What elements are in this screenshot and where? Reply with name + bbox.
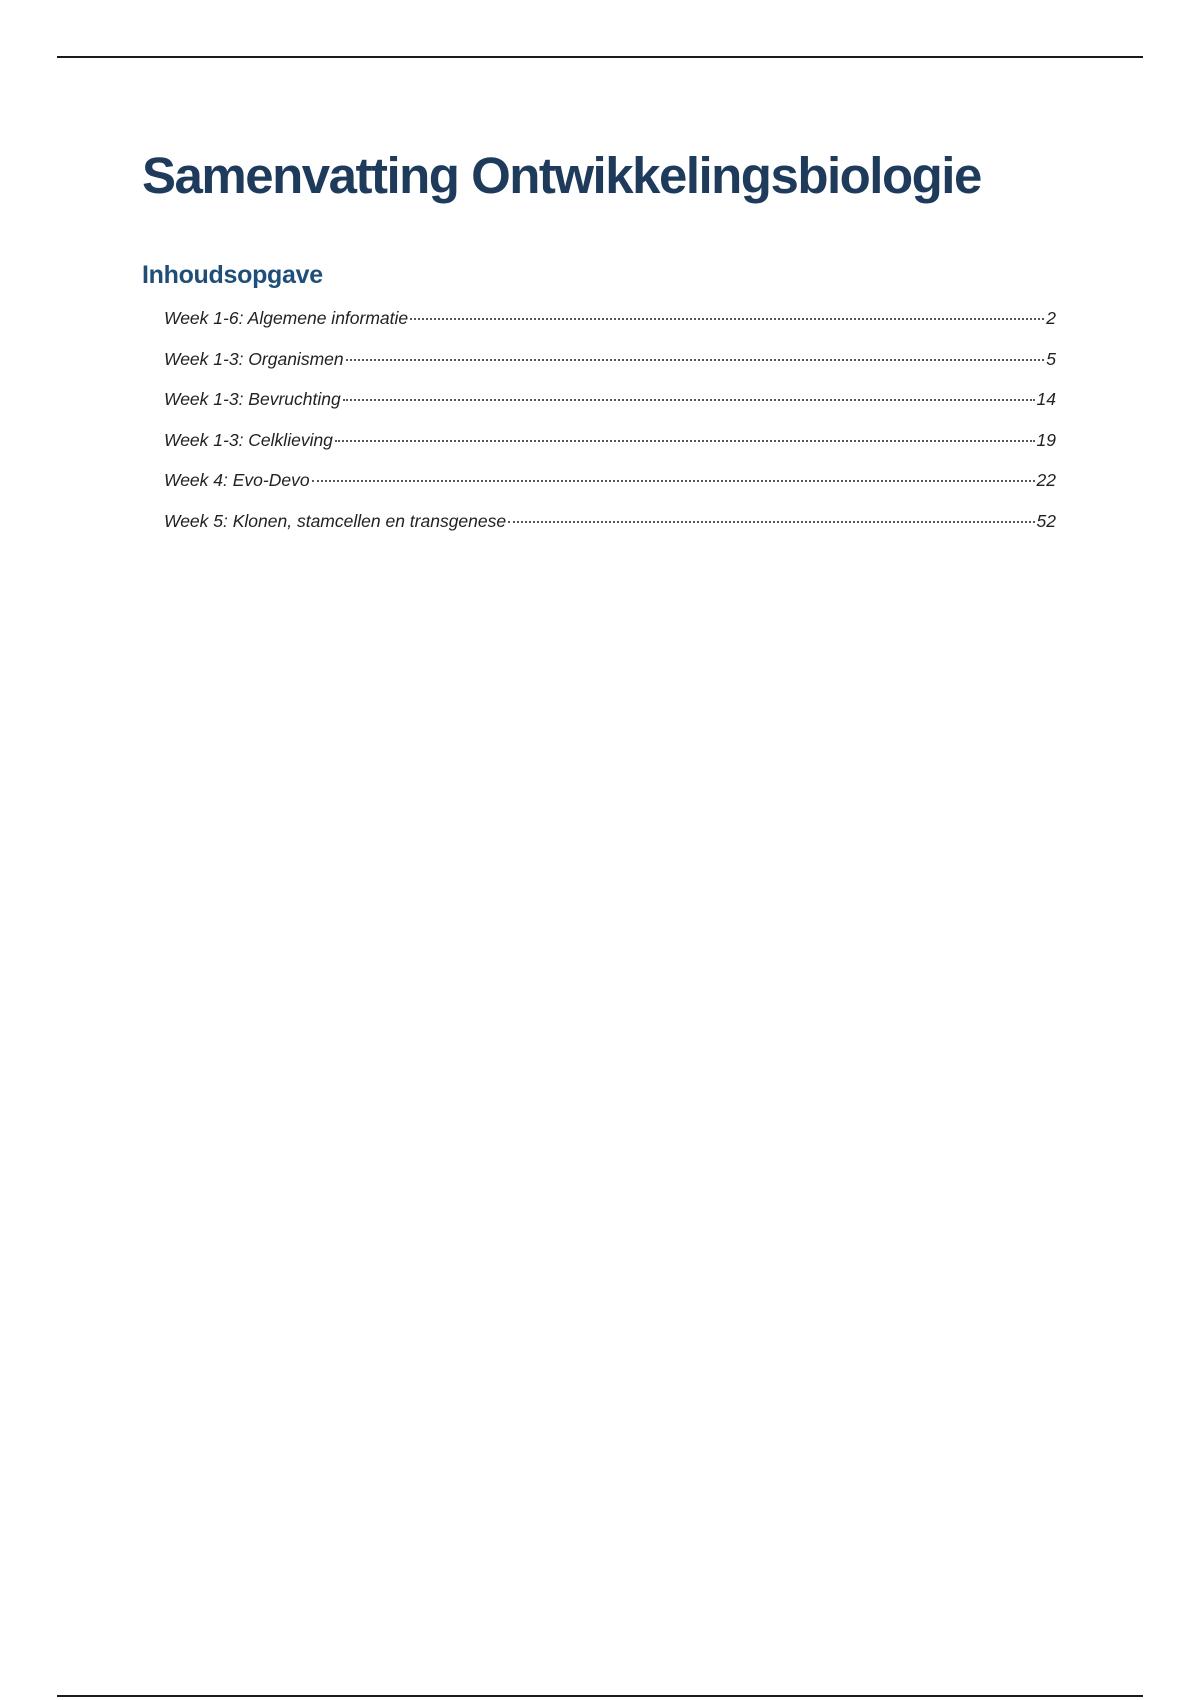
toc-entry-label: Week 4: Evo-Devo xyxy=(164,470,310,490)
toc-entry-page: 52 xyxy=(1036,510,1056,531)
footer-rule xyxy=(57,1695,1143,1697)
toc-entry-label: Week 1-3: Organismen xyxy=(164,348,344,369)
table-of-contents xyxy=(164,308,1056,551)
toc-entry-page: 5 xyxy=(1046,348,1056,369)
toc-entry-celklieving[interactable] xyxy=(164,430,1056,471)
toc-entry-label: Week 5: Klonen, stamcellen en transgenese xyxy=(164,510,507,531)
toc-heading: Inhoudsopgave xyxy=(142,261,323,289)
toc-entry-label: Week 1-3: Bevruchting xyxy=(164,389,341,409)
toc-entry-page: 22 xyxy=(1036,470,1056,490)
toc-dot-leader xyxy=(410,318,1044,320)
toc-entry-algemene-informatie[interactable] xyxy=(164,308,1056,349)
toc-dot-leader xyxy=(343,399,1035,401)
toc-entry-label: Week 1-6: Algemene informatie xyxy=(164,308,409,328)
toc-dot-leader xyxy=(335,440,1035,442)
toc-dot-leader xyxy=(346,359,1045,361)
toc-entry-bevruchting[interactable] xyxy=(164,389,1056,430)
toc-entry-klonen-stamcellen-transgenese[interactable] xyxy=(164,511,1056,552)
toc-entry-page: 14 xyxy=(1036,389,1056,409)
toc-entry-page: 2 xyxy=(1046,308,1056,328)
header-rule xyxy=(57,56,1143,58)
toc-entry-page: 19 xyxy=(1036,429,1056,450)
toc-entry-label: Week 1-3: Celklieving xyxy=(164,429,333,450)
toc-dot-leader xyxy=(508,521,1034,523)
toc-dot-leader xyxy=(312,480,1035,482)
document-title: Samenvatting Ontwikkelingsbiologie xyxy=(142,147,981,204)
toc-entry-organismen[interactable] xyxy=(164,349,1056,390)
toc-entry-evo-devo[interactable] xyxy=(164,470,1056,511)
